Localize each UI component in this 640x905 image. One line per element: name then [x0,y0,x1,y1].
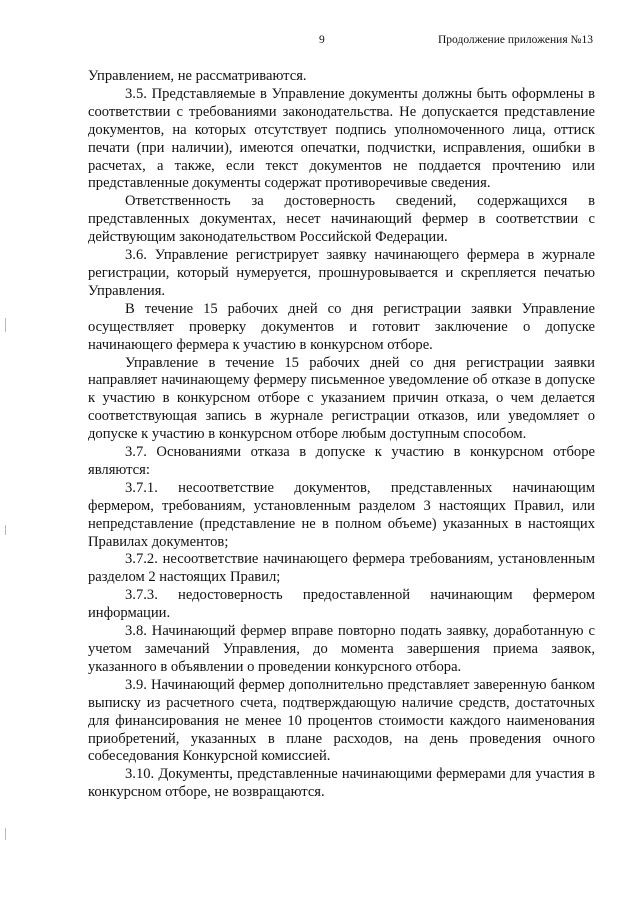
scan-margin-mark [5,828,6,840]
paragraph: 3.9. Начинающий фермер дополнительно представляет заверенную банком выписку из расчетного счета, подтверждающую наличие средств, достаточных для финансирования не менее 10 процентов стоимости каждого наименования приобретений, указанных в плане расходов, на день проведения очного собеседования Конкурсной комиссией. [88,676,595,765]
paragraph: Ответственность за достоверность сведений, содержащихся в представленных документах, несет начинающий фермер в соответствии с действующим законодательством Российской Федерации. [88,193,595,246]
page-number: 9 [319,34,325,46]
paragraph: 3.7.3. недостоверность предоставленной начинающим фермером информации. [88,587,595,622]
paragraph: В течение 15 рабочих дней со дня регистрации заявки Управление осуществляет проверку документов и готовит заключение о допуске начинающего фермера к участию в конкурсном отборе. [88,300,595,353]
paragraph: 3.7.1. несоответствие документов, представленных начинающим фермером, требованиям, установленным разделом 3 настоящих Правил, или непредставление (представление не в полном объеме) указанных в настоящих Правилах документов; [88,479,595,550]
scan-margin-mark [5,318,6,332]
paragraph: 3.10. Документы, представленные начинающими фермерами для участия в конкурсном отборе, не возвращаются. [88,766,595,801]
paragraph: 3.5. Представляемые в Управление документы должны быть оформлены в соответствии с требованиями законодательства. Не допускается представление документов, на которых отсутствует подпись уполномоченного лица, оттиск печати (при наличии), имеются опечатки, подчистки, исправления, ошибки в расчетах, а также, если текст документов не поддается прочтению или представленные документы содержат противоречивые сведения. [88,85,595,192]
running-header: Продолжение приложения №13 [438,34,593,46]
scan-margin-mark [5,525,6,535]
paragraph: Управление в течение 15 рабочих дней со дня регистрации заявки направляет начинающему фермеру письменное уведомление об отказе в допуске к участию в конкурсном отборе с указанием причин отказа, о чем делается соответствующая запись в журнале регистрации отказов, или уведомляет о допуске к участию в конкурсном отборе любым доступным способом. [88,354,595,443]
paragraph: 3.6. Управление регистрирует заявку начинающего фермера в журнале регистрации, который нумеруется, прошнуровывается и скрепляется печатью Управления. [88,247,595,299]
paragraph: Управлением, не рассматриваются. [88,68,307,84]
paragraph: 3.8. Начинающий фермер вправе повторно подать заявку, доработанную с учетом замечаний Управления, до момента завершения приема заявок, указанного в объявлении о проведении конкурсного отбора. [88,623,595,675]
paragraph: 3.7.2. несоответствие начинающего фермера требованиям, установленным разделом 2 настоящих Правил; [88,551,595,586]
paragraph: 3.7. Основаниями отказа в допуске к участию в конкурсном отборе являются: [88,444,595,478]
document-body [88,68,595,802]
